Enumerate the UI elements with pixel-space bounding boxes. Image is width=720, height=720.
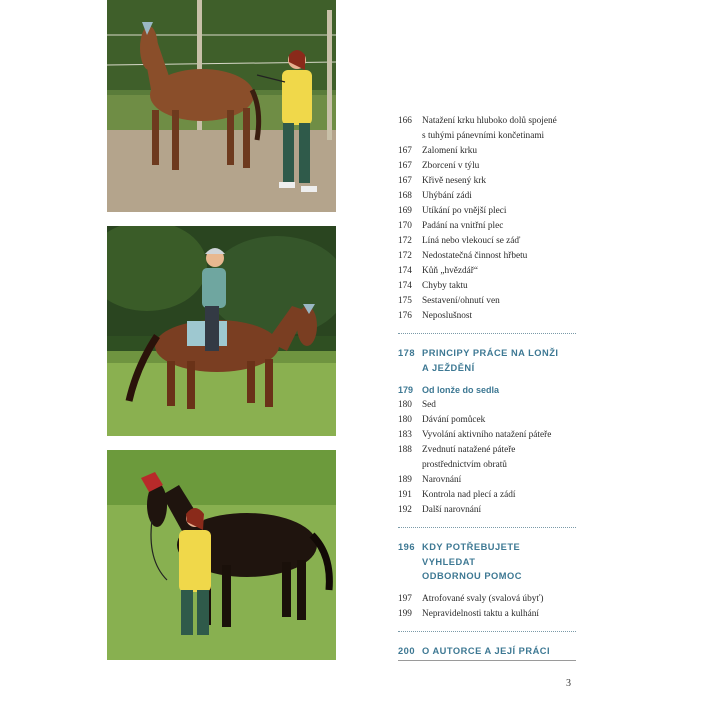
toc-page-number: 180 [398,400,412,410]
toc-page-number: 172 [398,236,412,246]
toc-title: Dávání pomůcek [422,415,486,425]
photo-horse-lunging [107,0,336,212]
toc-title: Chyby taktu [422,281,468,291]
toc-entry [398,592,576,607]
toc-page-number: 197 [398,593,412,604]
toc-page-number: 166 [398,116,412,126]
toc-subheading [398,383,576,398]
toc-title-line: prostřednictvím obratů [422,460,507,470]
toc-page-number: 170 [398,221,412,231]
toc-title: Kůň „hvězdář“ [422,266,479,276]
toc-title-line: Zvednutí natažené páteře [422,445,516,455]
toc-title: Nepravidelnosti taktu a kulhání [422,608,539,619]
toc-title: Sestavení/ohnutí ven [422,296,500,306]
toc-entry [398,189,576,204]
toc-page-number: 174 [398,281,412,291]
toc-entry [398,279,576,294]
toc-title: Uhýbání zádi [422,191,472,201]
toc-page-number: 191 [398,490,412,500]
toc-entry [398,234,576,249]
toc-title-line: s tuhými pánevními končetinami [422,131,545,141]
toc-title [422,443,576,473]
toc-entry [398,309,576,324]
toc-entry [398,219,576,234]
toc-entry [398,159,576,174]
toc-page-number: 192 [398,505,412,515]
toc-entry [398,174,576,189]
page-number: 3 [566,678,571,689]
toc-entry [398,144,576,159]
toc-entry [398,264,576,279]
toc-section-title: O AUTORCE A JEJÍ PRÁCI [422,645,551,656]
toc-title: Zalomení krku [422,146,477,156]
toc-page-number: 167 [398,146,412,156]
toc-title: Vyvolání aktivního natažení páteře [422,430,552,440]
toc-entry [398,428,576,443]
table-of-contents [398,114,576,658]
toc-title: Sed [422,400,436,410]
dotted-divider [398,631,576,632]
toc-title [422,114,576,144]
toc-title: Zborcení v týlu [422,161,480,171]
toc-page-number: 168 [398,191,412,201]
toc-title-line: Natažení krku hluboko dolů spojené [422,116,557,126]
toc-title-line: ODBORNOU POMOC [422,571,522,581]
toc-title-line: KDY POTŘEBUJETE VYHLEDAT [422,542,521,567]
toc-title: Od lonže do sedla [422,385,500,395]
toc-entry [398,398,576,413]
toc-title-line: A JEŽDĚNÍ [422,362,475,373]
toc-page-number: 167 [398,161,412,171]
toc-title-line: PRINCIPY PRÁCE NA LONŽI [422,348,559,358]
toc-entry [398,473,576,488]
toc-page-number: 174 [398,266,412,276]
toc-entry [398,413,576,428]
toc-page-number: 183 [398,430,412,440]
photo-horse-inhand [107,450,336,660]
toc-entry [398,249,576,264]
toc-page-number: 188 [398,445,412,455]
toc-title: Narovnání [422,475,462,485]
toc-page-number: 196 [398,542,416,552]
toc-entry [398,607,576,622]
toc-page-number: 178 [398,348,416,358]
toc-page-number: 172 [398,251,412,261]
toc-page-number: 169 [398,206,412,216]
toc-title: Líná nebo vlekoucí se záď [422,236,521,246]
toc-section-heading [398,540,576,584]
toc-title: Křivě nesený krk [422,176,487,186]
toc-title: Atrofované svaly (svalová úbyť) [422,593,544,604]
toc-title: Kontrola nad plecí a zádí [422,490,516,500]
toc-entry [398,204,576,219]
toc-page-number: 167 [398,176,412,186]
toc-page-number: 180 [398,415,412,425]
toc-group-principles [398,398,576,518]
toc-entry [398,294,576,309]
toc-entry [398,488,576,503]
toc-page-number: 175 [398,296,412,306]
toc-title: Utíkání po vnější pleci [422,206,507,216]
toc-group-faults [398,114,576,324]
toc-page-number: 189 [398,475,412,485]
toc-title: Další narovnání [422,505,482,515]
dotted-divider [398,333,576,334]
dotted-divider [398,527,576,528]
toc-page-number: 200 [398,645,416,656]
toc-section-title [422,346,576,375]
toc-section-heading [398,346,576,375]
toc-entry [398,114,576,144]
toc-entry [398,503,576,518]
toc-section-title [422,540,576,584]
toc-title: Neposlušnost [422,311,473,321]
toc-group-help [398,592,576,622]
photo-horse-riding [107,226,336,436]
toc-page-number: 176 [398,311,412,321]
toc-section-heading [398,644,576,659]
toc-page-number: 199 [398,608,412,619]
toc-title: Nedostatečná činnost hřbetu [422,251,528,261]
toc-title: Padání na vnitřní plec [422,221,504,231]
toc-page-number: 179 [398,385,414,395]
toc-entry [398,443,576,473]
bottom-rule [398,660,576,661]
